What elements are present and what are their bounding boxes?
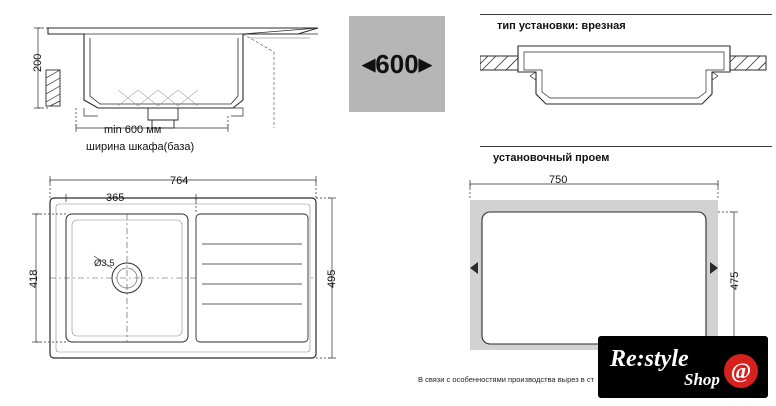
min-width-label: min 600 мм: [104, 124, 162, 136]
arrow-left-icon: ◀: [362, 54, 376, 74]
width-swatch-600: [349, 16, 445, 112]
logo-at-icon: @: [724, 354, 758, 388]
cutout-width-label: 750: [549, 174, 568, 186]
logo-restyle-text: Re:style: [610, 346, 689, 372]
overall-depth-text: 495: [326, 269, 338, 288]
bowl-width-label: 365: [106, 192, 125, 204]
cutout-title: установочный проем: [493, 152, 610, 164]
cutout-depth-text: 475: [729, 271, 741, 290]
production-footnote: В связи с особенностями производства вырез в ст: [418, 375, 595, 384]
overall-width-label: 764: [170, 175, 189, 187]
section-divider-2: [480, 146, 772, 147]
swatch-value: 600: [375, 48, 419, 79]
section-divider: [480, 14, 772, 15]
logo-shop-text: Shop: [684, 370, 720, 389]
arrow-right-icon: ▶: [418, 54, 432, 74]
bowl-depth-text: 418: [28, 269, 40, 288]
sink-top-view-diagram: [16, 168, 356, 398]
mount-section-diagram: [480, 34, 770, 144]
drain-diameter-label: Ø3,5: [94, 258, 115, 269]
restyle-shop-logo[interactable]: [598, 336, 768, 398]
sink-side-view-diagram: [28, 8, 328, 158]
mount-type-title: тип установки: врезная: [497, 20, 626, 32]
depth-200-text: 200: [32, 53, 44, 72]
cabinet-width-label: ширина шкафа(база): [86, 141, 195, 153]
